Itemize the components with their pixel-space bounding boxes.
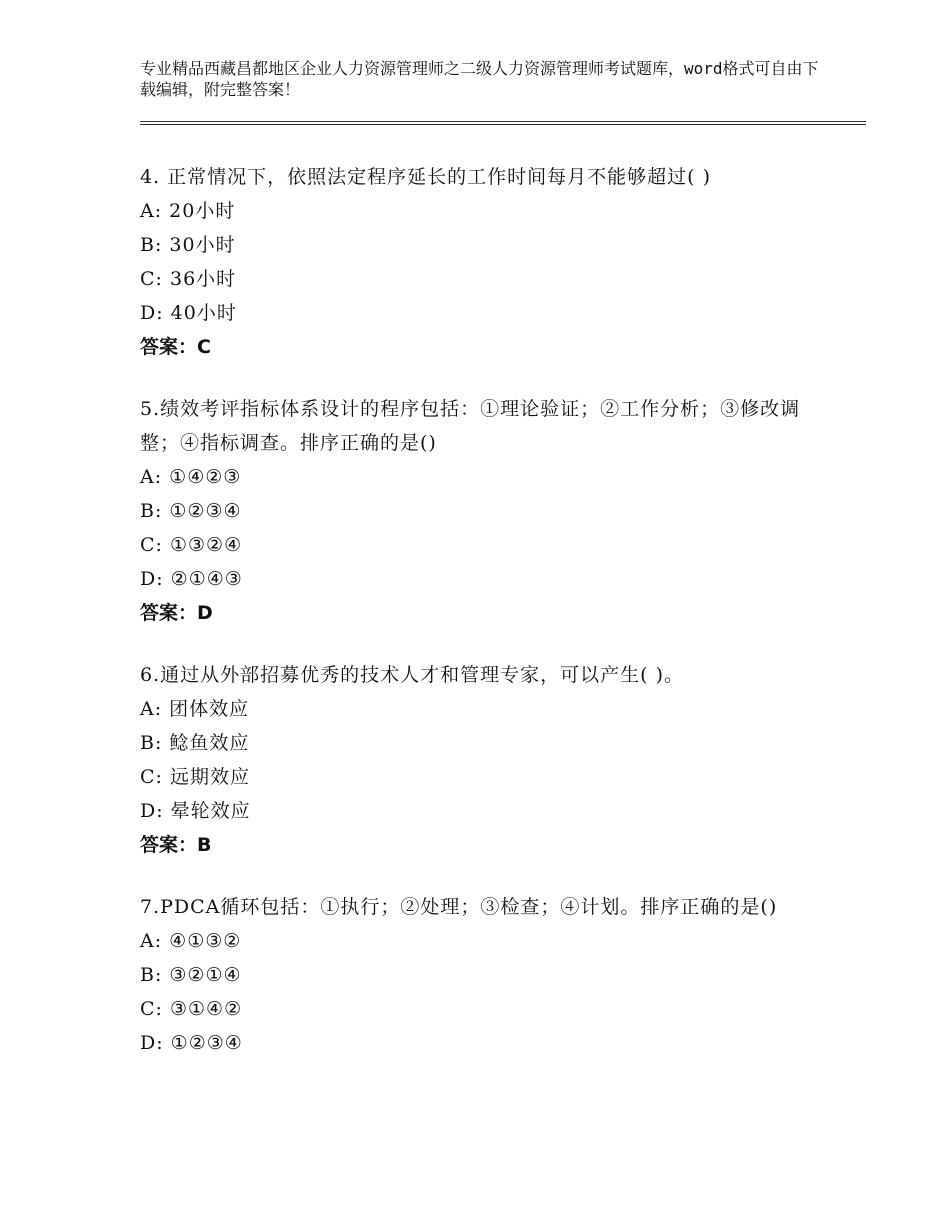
question-text: 5.绩效考评指标体系设计的程序包括：①理论验证；②工作分析；③修改调整；④指标调查。排序正确的是() (140, 398, 801, 454)
option-c: C: 远期效应 (140, 766, 250, 788)
question-text: 4. 正常情况下，依照法定程序延长的工作时间每月不能够超过( ) (140, 166, 712, 188)
option-a: A: 20小时 (140, 200, 236, 222)
header-divider-bottom (140, 124, 866, 125)
option-c: C: ③①④② (140, 998, 243, 1020)
answer-label: 答案：D (140, 602, 213, 624)
question-text: 6.通过从外部招募优秀的技术人才和管理专家，可以产生( )。 (140, 664, 684, 686)
question-text: 7.PDCA循环包括：①执行；②处理；③检查；④计划。排序正确的是() (140, 896, 778, 918)
option-b: B: ①②③④ (140, 500, 242, 522)
option-a: A: 团体效应 (140, 698, 250, 720)
question-list (140, 160, 820, 1088)
document-header: 专业精品西藏昌都地区企业人力资源管理师之二级人力资源管理师考试题库，word格式可自由下载编辑，附完整答案！ (140, 59, 819, 99)
option-b: B: ③②①④ (140, 964, 242, 986)
option-a: A: ①④②③ (140, 466, 242, 488)
option-a: A: ④①③② (140, 930, 242, 952)
option-d: D: ①②③④ (140, 1032, 243, 1054)
option-b: B: 鲶鱼效应 (140, 732, 250, 754)
option-d: D: 晕轮效应 (140, 800, 251, 822)
question-5 (140, 392, 820, 630)
question-7 (140, 890, 820, 1060)
option-c: C: ①③②④ (140, 534, 243, 556)
option-b: B: 30小时 (140, 234, 236, 256)
answer-label: 答案：B (140, 834, 212, 856)
option-d: D: ②①④③ (140, 568, 243, 590)
header-divider-top (140, 121, 866, 122)
question-6 (140, 658, 820, 862)
option-c: C: 36小时 (140, 268, 237, 290)
question-4 (140, 160, 820, 364)
answer-label: 答案：C (140, 336, 211, 358)
option-d: D: 40小时 (140, 302, 237, 324)
